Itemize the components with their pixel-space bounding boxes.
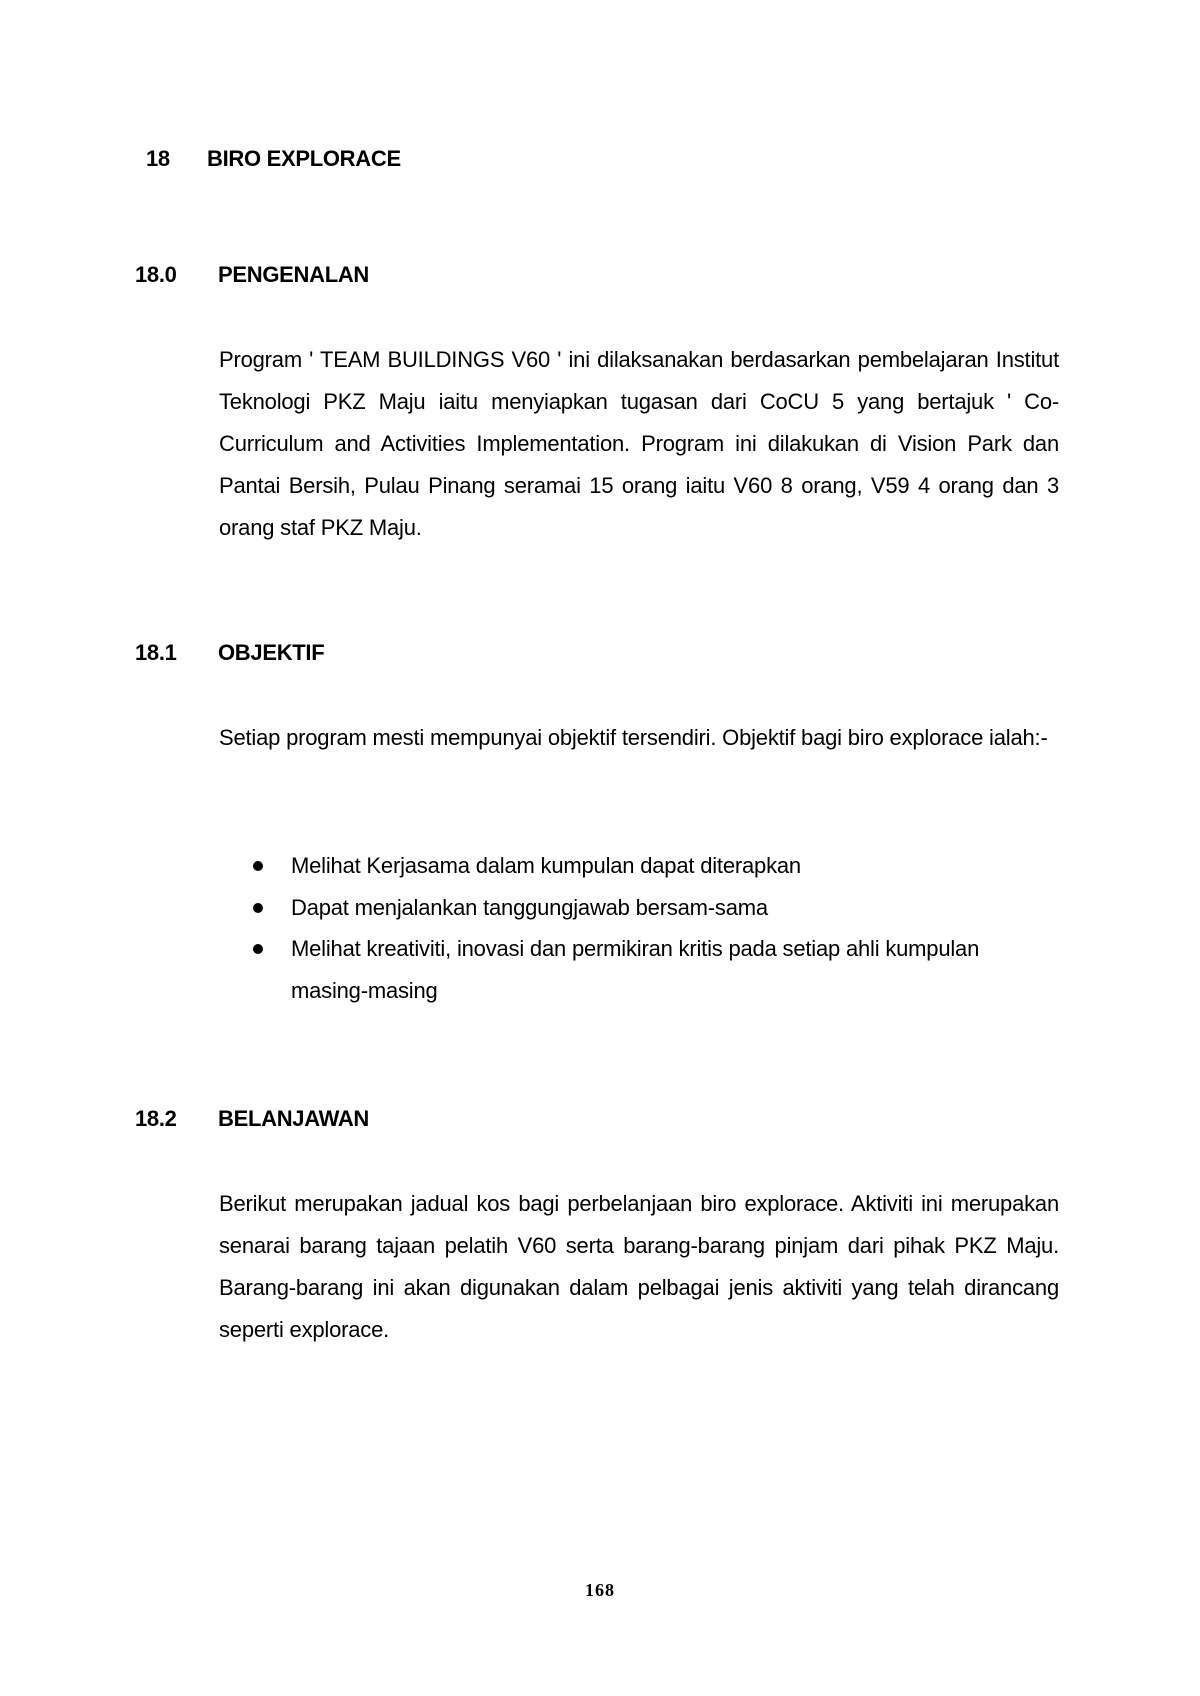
- page-number: 168: [585, 1580, 615, 1600]
- chapter-number: 18: [146, 146, 170, 171]
- paragraph-objektif: Setiap program mesti mempunyai objektif tersendiri. Objektif bagi biro explorace ialah:-: [219, 725, 1048, 750]
- section-heading-belanjawan: [135, 1106, 369, 1132]
- section-number: 18.0: [135, 262, 177, 287]
- section-title: OBJEKTIF: [218, 640, 325, 665]
- list-item: [219, 887, 1059, 929]
- paragraph-belanjawan: Berikut merupakan jadual kos bagi perbelanjaan biro explorace. Aktiviti ini merupakan senarai barang tajaan pelatih V60 serta barang-barang pinjam dari pihak PKZ Maju. Barang-barang ini akan digunakan dalam pelbagai jenis aktiviti yang telah dirancang seperti explorace.: [219, 1191, 1059, 1342]
- section-heading-objektif: [135, 640, 324, 666]
- section-title: BELANJAWAN: [218, 1106, 370, 1131]
- objective-bullet-list: [219, 845, 1059, 1011]
- list-item-text: Melihat kreativiti, inovasi dan permikiran kritis pada setiap ahli kumpulan masing-masing: [291, 936, 980, 1003]
- section-number: 18.2: [135, 1106, 177, 1131]
- list-item: [219, 928, 1059, 1011]
- bullet-icon: [253, 903, 263, 913]
- bullet-icon: [253, 944, 263, 954]
- chapter-heading: [146, 146, 401, 172]
- section-number: 18.1: [135, 640, 177, 665]
- section-title: PENGENALAN: [218, 262, 370, 287]
- list-item-text: Dapat menjalankan tanggungjawab bersam-sama: [291, 894, 768, 920]
- list-item-text: Melihat Kerjasama dalam kumpulan dapat diterapkan: [291, 853, 801, 878]
- section-heading-pengenalan: [135, 262, 369, 288]
- paragraph-pengenalan: Program ' TEAM BUILDINGS V60 ' ini dilaksanakan berdasarkan pembelajaran Institut Teknologi PKZ Maju iaitu menyiapkan tugasan dari CoCU 5 yang bertajuk ' Co-Curriculum and Activities Implementation. Program ini dilakukan di Vision Park dan Pantai Bersih, Pulau Pinang seramai 15 orang iaitu V60 8 orang, V59 4 orang dan 3 orang staf PKZ Maju.: [219, 347, 1059, 540]
- list-item: [219, 845, 1059, 887]
- bullet-icon: [253, 861, 263, 871]
- chapter-title: BIRO EXPLORACE: [207, 146, 401, 171]
